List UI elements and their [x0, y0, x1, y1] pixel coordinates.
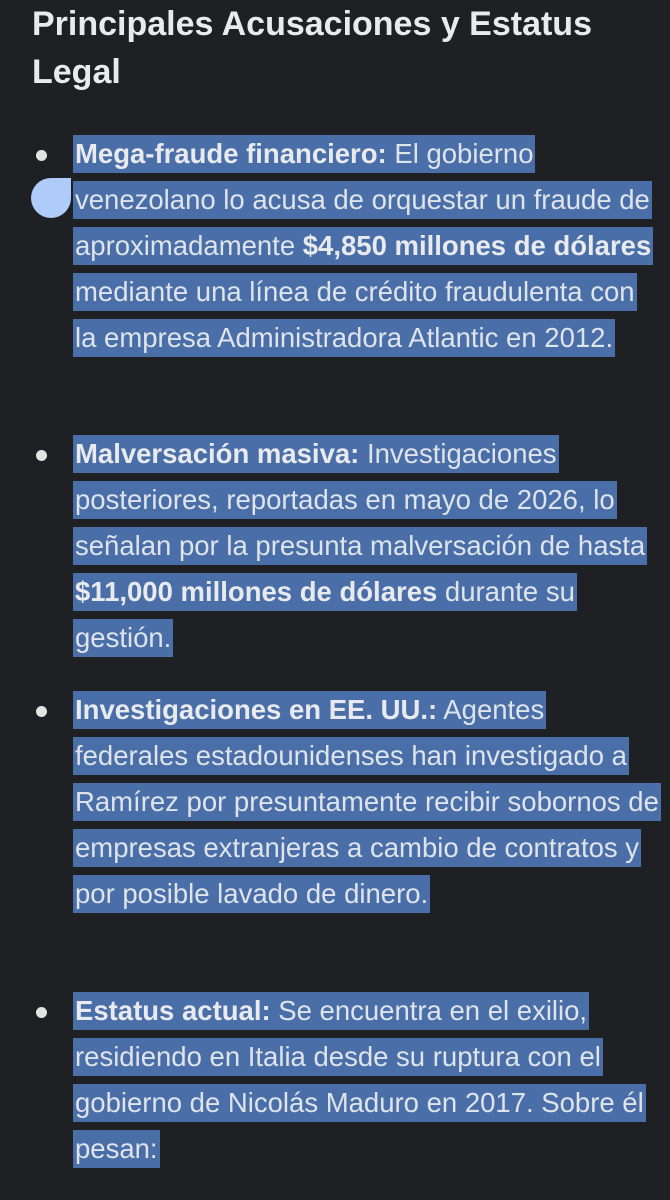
- item-text: Agentes federales estadounidenses han investigado a Ramírez por presuntamente recibir sobornos de empresas extranjeras a cambio de contratos y por posible lavado de dinero.: [75, 694, 659, 909]
- selection-handle-icon[interactable]: [31, 178, 71, 218]
- list-item-text[interactable]: [73, 431, 663, 661]
- item-text: Investigaciones posteriores, reportadas en mayo de 2026, lo señalan por la presunta malversación de hasta: [75, 438, 646, 561]
- item-text-end: durante su gestión.: [75, 576, 575, 653]
- item-bold-amount: $11,000 millones de dólares: [75, 576, 438, 607]
- bullet-dot-icon: [36, 450, 47, 461]
- item-text: El gobierno venezolano lo acusa de orquestar un fraude de aproximadamente: [75, 138, 650, 261]
- bullet-dot-icon: [36, 706, 47, 717]
- selected-text: [73, 992, 646, 1168]
- bullet-dot-icon: [36, 150, 47, 161]
- item-label: Malversación masiva:: [75, 438, 360, 469]
- list-item-text[interactable]: [73, 988, 663, 1172]
- section-heading: Principales Acusaciones y Estatus Legal: [32, 5, 592, 91]
- list-item-text[interactable]: [73, 687, 663, 917]
- selected-text: [73, 135, 653, 357]
- list-item-text[interactable]: [73, 131, 663, 361]
- bullet-dot-icon: [36, 1007, 47, 1018]
- selected-text: [73, 691, 661, 913]
- selected-text: [73, 435, 647, 657]
- item-label: Investigaciones en EE. UU.:: [75, 694, 438, 725]
- item-bold-amount: $4,850 millones de dólares: [302, 230, 652, 261]
- item-text-end: mediante una línea de crédito fraudulenta con la empresa Administradora Atlantic en 2012.: [75, 276, 635, 353]
- item-text: Se encuentra en el exilio, residiendo en Italia desde su ruptura con el gobierno de Nicolás Maduro en 2017. Sobre él pesan:: [75, 995, 644, 1164]
- item-label: Mega-fraude financiero:: [75, 138, 387, 169]
- item-label: Estatus actual:: [75, 995, 271, 1026]
